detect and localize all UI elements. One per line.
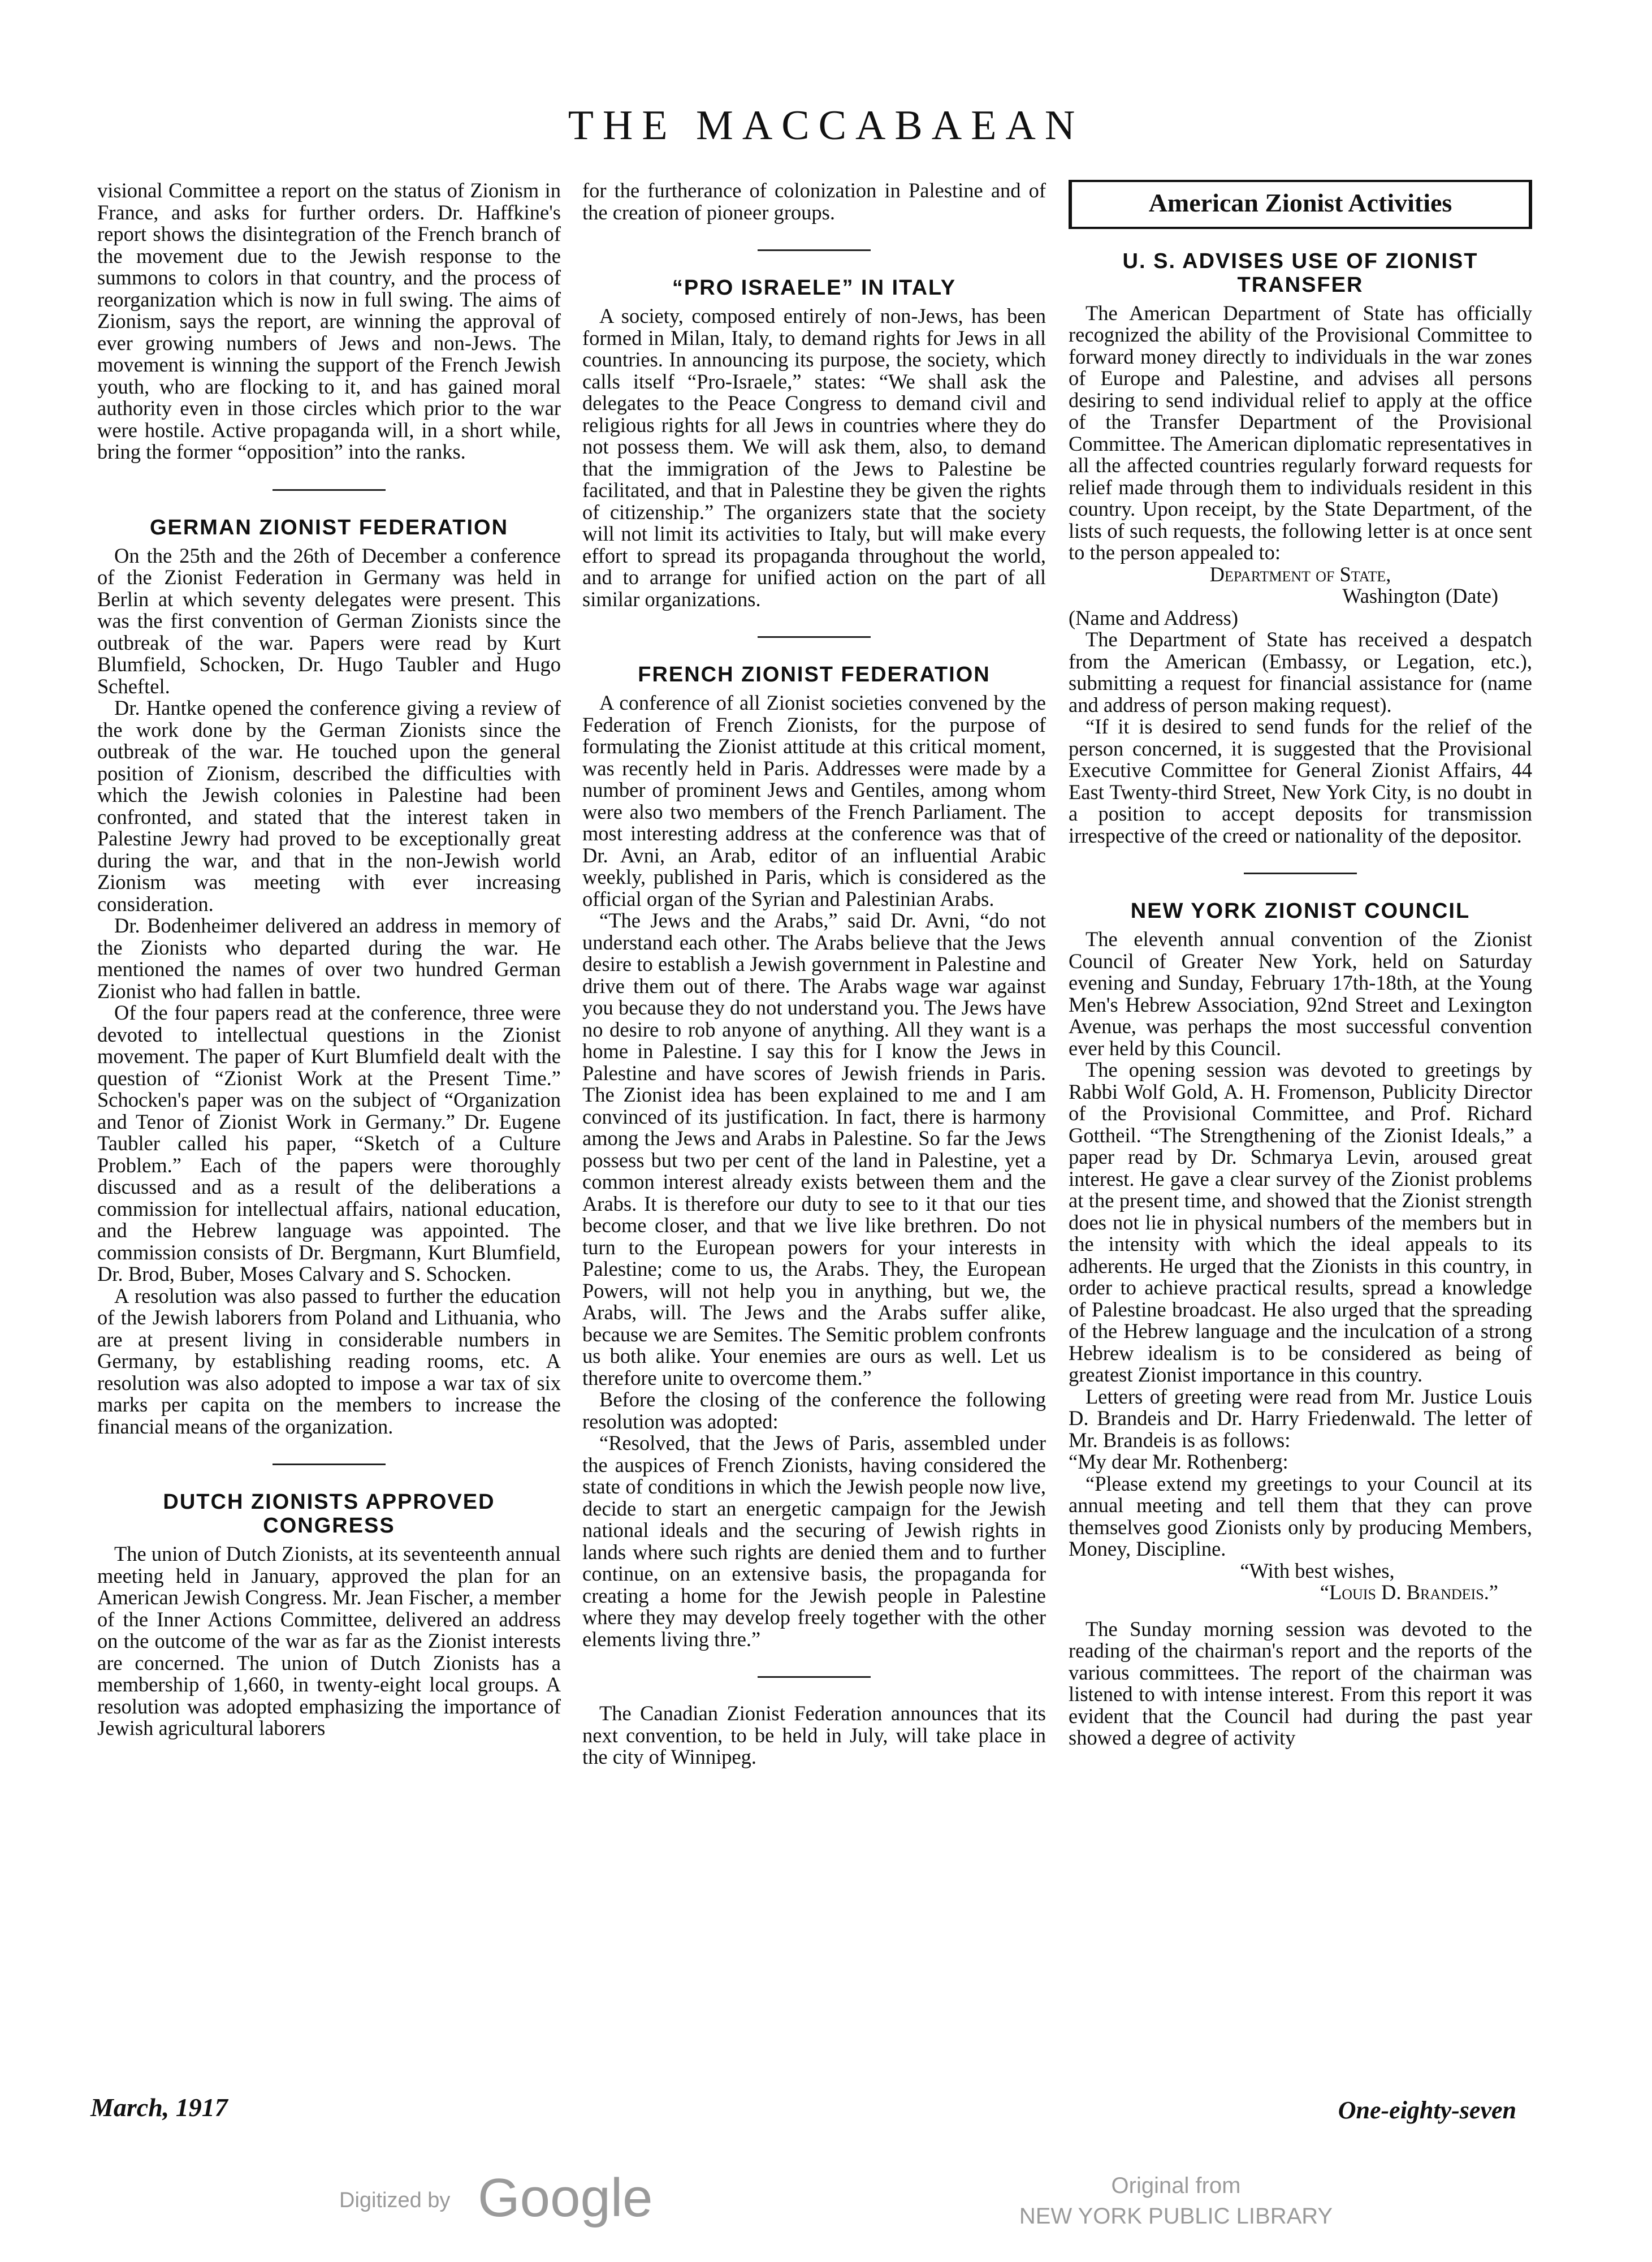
section-divider [758,636,871,638]
paragraph: A society, composed entirely of non-Jews, has been formed in Milan, Italy, to demand rights for Jews in all countries. In announcing its purpose, the society, which calls itself “Pro-Israele,” states: “We shall ask the delegates to the Peace Congress to demand civil and religious rights for all Jews in countries where they do not possess them. We will ask them, also, to demand that the immigration of the Jews to Palestine be facilitated, and that in Palestine they be given the rights of citizenship.” The organizers state that the society will not limit its activities to Italy, but will make every effort to spread its propaganda throughout the world, and to arrange for unified action on the part of all similar organizations. [582,304,1046,611]
paragraph: Before the closing of the conference the following resolution was adopted: [582,1388,1046,1433]
section-heading-french: FRENCH ZIONIST FEDERATION [638,663,991,687]
digitized-by-text: Digitized by [339,2188,451,2212]
paragraph: Dr. Bodenheimer delivered an address in memory of the Zionists who departed during the war. He mentioned the names of over two hundred German Zionist who had fallen in battle. [97,914,561,1003]
paragraph: for the furtherance of colonization in Palestine and of the creation of pioneer groups. [582,179,1046,224]
paragraph: A resolution was also passed to further the education of the Jewish laborers from Poland and Lithuania, who are at present living in considerable numbers in Germany, by establishing reading rooms, etc. A resolution was also adopted to impose a war tax of six marks per capita on the members to increase the financial means of the organization. [97,1284,561,1438]
paragraph: On the 25th and the 26th of December a conference of the Zionist Federation in Germany was held in Berlin at which seventy delegates were present. This was the first convention of German Zionists since the outbreak of the war. Papers were read by Kurt Blumfield, Schocken, Dr. Hugo Taubler and Hugo Scheftel. [97,543,561,698]
paragraph: A conference of all Zionist societies convened by the Federation of French Zionists, for the purpose of formulating the Zionist attitude at this critical moment, was recently held in Paris. Addresses were made by a number of prominent Jews and Gentiles, among whom were also two members of the French Parliament. The most interesting address at the conference was that of Dr. Avni, an Arab, editor of an influential Arabic weekly, published in Paris, which is considered as the official organ of the Syrian and Palestinian Arabs. [582,691,1046,910]
letter-addressee: (Name and Address) [1069,606,1239,629]
paragraph: The Department of State has received a despatch from the American (Embassy, or Legation, etc.), submitting a request for financial assistance for (name and address of person making request). [1069,628,1532,716]
column-middle [582,180,1046,1768]
letter-salutation: “My dear Mr. Rothenberg: [1069,1450,1288,1473]
paragraph: The Sunday morning session was devoted to the reading of the chairman's report and the reports of the various committees. The report of the chairman was listened to with intense interest. From this report it was evident that the Council had during the past year showed a degree of activity [1069,1617,1532,1749]
section-divider [273,1464,386,1465]
footer-page-number: One-eighty-seven [1338,2096,1516,2124]
section-heading-dutch: DUTCH ZIONISTS APPROVED CONGRESS [163,1490,495,1538]
paragraph: Letters of greeting were read from Mr. Justice Louis D. Brandeis and Dr. Harry Friedenwald. The letter of Mr. Brandeis is as follows: [1069,1384,1532,1452]
paragraph: Dr. Hantke opened the conference giving a review of the work done by the German Zionists since the outbreak of the war. He touched upon the general position of Zionism, described the difficulties with which the Jewish colonies in Palestine had been confronted, and stated that the interest taken in Palestine Jewry had proved to be exceptionally great during the war, and that in the non-Jewish world Zionism was meeting with ever increasing consideration. [97,696,561,916]
section-heading-italy: “PRO ISRAELE” IN ITALY [672,276,957,300]
google-logo: Google [478,2168,653,2228]
original-from-text: Original from [1111,2173,1241,2198]
boxed-section-title: American Zionist Activities [1069,180,1532,229]
paragraph: “The Jews and the Arabs,” said Dr. Avni, “do not understand each other. The Arabs believe that the Jews desire to establish a Jewish government in Palestine and drive them out of there. The Arabs wage war against you because they do not understand you. The Jews have no desire to rob anyone of anything. All they want is a home in Palestine. I say this for I know the Jews in Palestine and have scores of Jewish friends in Paris. The Zionist idea has been explained to me and I am convinced of its justification. In fact, there is harmony among the Jews and Arabs in Palestine. So far the Jews possess but two per cent of the land in Palestine, yet a common interest already exists between them and the Arabs. It is therefore our duty to see to it that our ties become closer, and that we live like brethren. Do not turn to the European powers for your interests in Palestine; come to us, the Arabs. They, the European Powers, will not help you in anything, but we, the Arabs, will. The Jews and the Arabs suffer alike, because we are Semites. The Semitic problem confronts us both alike. Your enemies are ours as well. Let us therefore unite to overcome them.” [582,909,1046,1389]
section-divider [758,249,871,251]
masthead-title: THE MACCABAEAN [568,102,1084,149]
letter-department: Department of State, [1209,562,1391,586]
footer-date: March, 1917 [90,2093,228,2122]
letter-date: Washington (Date) [1342,584,1498,607]
paragraph: “Please extend my greetings to your Council at its annual meeting and tell them that they can prove themselves good Zionists only by producing Members, Money, Discipline. [1069,1471,1532,1560]
section-divider [273,489,386,491]
library-name-text: NEW YORK PUBLIC LIBRARY [1019,2204,1333,2229]
letter-closing: “With best wishes, [1240,1559,1395,1582]
paragraph: The eleventh annual convention of the Zionist Council of Greater New York, held on Saturday evening and Sunday, February 17th-18th, at the Young Men's Hebrew Association, 92nd Street and Lexington Avenue, was perhaps the most successful convention ever held by this Council. [1069,927,1532,1060]
section-divider [1244,873,1357,874]
paragraph: The American Department of State has officially recognized the ability of the Provisional Committee to forward money directly to individuals in the war zones of Europe and Palestine, and advises all persons desiring to send individual relief to apply at the office of the Transfer Department of the Provisional Committee. The American diplomatic representatives in all the affected countries regularly forward requests for relief made through them to individuals resident in this country. Upon receipt, by the State Department, of the lists of such requests, the following letter is at once sent to the person appealed to: [1069,301,1532,564]
letter-signature: “Louis D. Brandeis.” [1320,1581,1498,1604]
column-left [97,180,561,1739]
paragraph: The opening session was devoted to greetings by Rabbi Wolf Gold, A. H. Fromenson, Publicity Director of the Provisional Committee, and Prof. Richard Gottheil. “The Strengthening of the Zionist Ideals,” a paper read by Dr. Schmarya Levin, aroused great interest. He gave a clear survey of the Zionist problems at the present time, and showed that the Zionist strength does not lie in physical numbers of the members but in the intensity with which the ideal appeals to its adherents. He urged that the Zionists in this country, in order to achieve practical results, spread a knowledge of Palestine broadcast. He also urged that the spreading of the Hebrew language and the inculcation of a strong Hebrew idealism is to be considered as being of greatest Zionist importance in this country. [1069,1058,1532,1386]
paragraph: The Canadian Zionist Federation announces that its next convention, to be held in July, will take place in the city of Winnipeg. [582,1702,1046,1768]
section-heading-ny: NEW YORK ZIONIST COUNCIL [1130,899,1471,923]
section-heading-german: GERMAN ZIONIST FEDERATION [149,515,509,539]
column-right [1069,180,1532,1749]
source-library-credit [1001,2170,1351,2231]
paragraph: The union of Dutch Zionists, at its seventeenth annual meeting held in January, approved the plan for an American Jewish Congress. Mr. Jean Fischer, a member of the Inner Actions Committee, delivered an address on the outcome of the war as far as the Zionist interests are concerned. The union of Dutch Zionists has a membership of 1,660, in twenty-eight local groups. A resolution was adopted emphasizing the importance of Jewish agricultural laborers [97,1542,561,1739]
paragraph: visional Committee a report on the status of Zionism in France, and asks for further orders. Dr. Haffkine's report shows the disintegration of the French branch of the movement due to the Jewish response to the summons to colors in that country, and the process of reorganization which is now in full swing. The aims of Zionism, says the report, are winning the approval of ever growing numbers of Jews and non-Jews. The movement is winning the support of the French Jewish youth, who are flocking to it, and has gained moral authority even in those circles which prior to the war were hostile. Active propaganda will, in a short while, bring the former “opposition” into the ranks. [97,179,561,463]
paragraph: Of the four papers read at the conference, three were devoted to intellectual questions in the Zionist movement. The paper of Kurt Blumfield dealt with the question of “Zionist Work at the Present Time.” Schocken's paper was on the subject of “Organization and Tenor of Zionist Work in Germany.” Dr. Eugene Taubler called his paper, “Sketch of a Culture Problem.” Each of the papers were thoroughly discussed and as a result of the deliberations a commission for intellectual affairs, national education, and the Hebrew language was appointed. The commission consists of Dr. Bergmann, Kurt Blumfield, Dr. Brod, Buber, Moses Calvary and S. Schocken. [97,1001,561,1285]
section-heading-us: U. S. ADVISES USE OF ZIONIST TRANSFER [1122,249,1478,297]
section-divider [758,1676,871,1678]
paragraph: “Resolved, that the Jews of Paris, assembled under the auspices of French Zionists, having considered the state of conditions in which the Jewish people now live, decide to start an energetic campaign for the Jewish national ideals and the securing of Jewish rights in lands where such rights are denied them and to further continue, on an extensive basis, the propaganda for creating a home for the Jewish people in Palestine where they may develop freely together with the other elements living thre.” [582,1431,1046,1651]
paragraph: “If it is desired to send funds for the relief of the person concerned, it is suggested that the Provisional Executive Committee for General Zionist Affairs, 44 East Twenty-third Street, New York City, is no doubt in a position to accept deposits for transmission irrespective of the creed or nationality of the depositor. [1069,715,1532,847]
